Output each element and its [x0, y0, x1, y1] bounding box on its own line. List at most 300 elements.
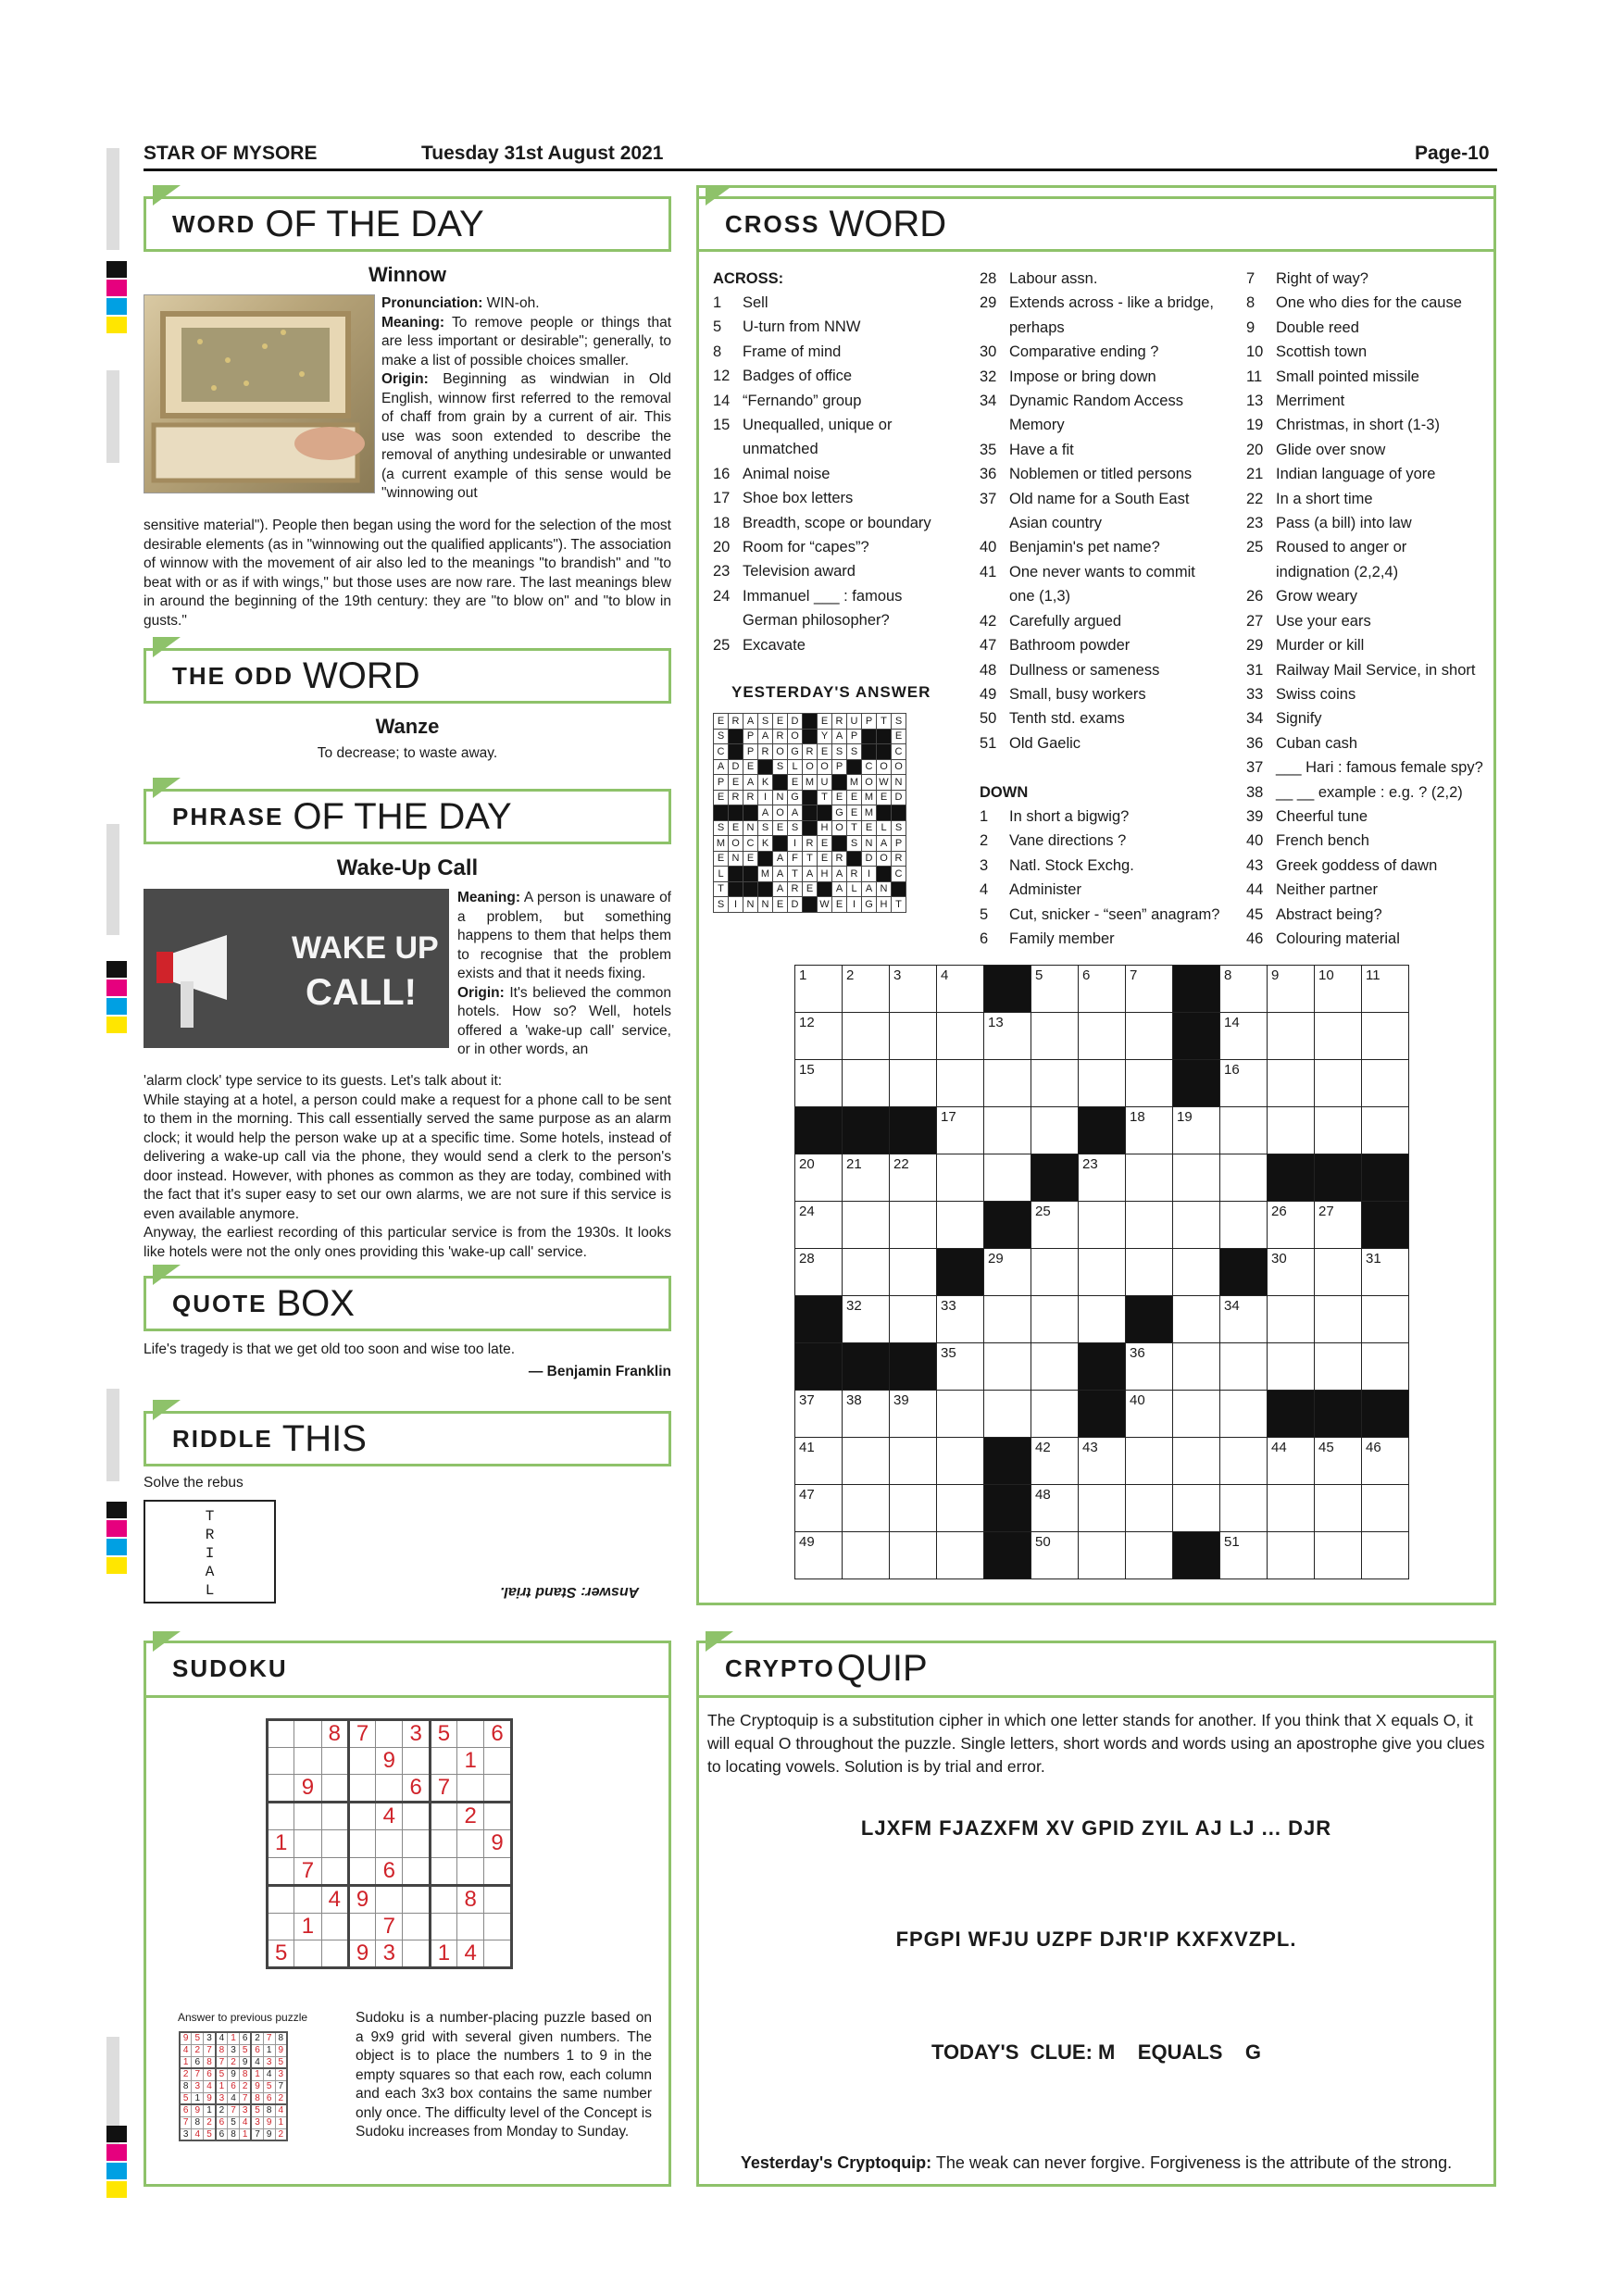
sudoku-cell[interactable]: 7 [348, 1720, 375, 1748]
crossword-cell[interactable] [984, 1013, 1031, 1060]
sudoku-cell[interactable] [321, 1830, 348, 1857]
yesterday-cell: R [847, 867, 862, 882]
clue-number: 20 [1246, 441, 1264, 458]
yesterday-cell [758, 851, 773, 867]
crossword-cell[interactable] [937, 1438, 984, 1485]
crossword-cell[interactable] [1126, 1107, 1173, 1154]
crossword-cell[interactable] [1079, 1485, 1126, 1532]
crossword-cell[interactable] [1126, 966, 1173, 1013]
cell-number: 6 [1082, 967, 1091, 983]
crossword-cell[interactable] [937, 966, 984, 1013]
sudoku-cell[interactable] [457, 1720, 484, 1748]
clue-item [1246, 511, 1496, 535]
clue-text: Asian country [1009, 515, 1102, 532]
crossword-cell[interactable] [937, 1154, 984, 1202]
crossword-cell[interactable] [1031, 966, 1079, 1013]
clue-item [713, 389, 972, 413]
crossword-cell[interactable] [1079, 1202, 1126, 1249]
crossword-cell[interactable] [1031, 1107, 1079, 1154]
crossword-cell[interactable] [1315, 1013, 1362, 1060]
crossword-cell[interactable] [1268, 1060, 1315, 1107]
crossword-cell[interactable] [1173, 1343, 1220, 1391]
crossword-cell[interactable] [795, 1438, 843, 1485]
sudoku-answer-cell: 7 [263, 2032, 275, 2044]
crossword-cell[interactable] [843, 1154, 890, 1202]
sudoku-answer-cell: 4 [239, 2116, 251, 2128]
clue-item [1246, 706, 1496, 730]
sudoku-grid[interactable] [266, 1718, 513, 1969]
cell-number: 2 [846, 967, 855, 983]
registration-mark [106, 261, 127, 278]
crossword-cell[interactable] [937, 1485, 984, 1532]
crossword-cell[interactable] [890, 1391, 937, 1438]
sudoku-cell[interactable] [430, 1857, 456, 1885]
clue-item [980, 316, 1239, 340]
cell-number: 4 [941, 967, 949, 983]
crossword-cell[interactable] [1268, 1296, 1315, 1343]
crossword-cell[interactable] [1173, 1107, 1220, 1154]
origin-text: Beginning as windwian in Old English, winnow first referred to the removal of chaff from grain by a current of air. This use was soon extended to describe the removal of anything undesirable or unwanted (a current example of this sense would be "winnowing out [381, 371, 671, 501]
crossword-cell[interactable] [1362, 1343, 1409, 1391]
sudoku-cell[interactable] [268, 1748, 294, 1775]
sudoku-cell[interactable] [484, 1913, 511, 1940]
clue-item [1246, 438, 1496, 462]
yesterday-cell: T [714, 881, 729, 897]
sudoku-cell[interactable] [294, 1720, 321, 1748]
crossword-cell[interactable] [843, 1391, 890, 1438]
crossword-cell[interactable] [1362, 1438, 1409, 1485]
crossword-cell[interactable] [984, 1391, 1031, 1438]
crossword-cell[interactable] [1220, 1107, 1268, 1154]
crossword-cell[interactable] [1268, 1107, 1315, 1154]
crossword-title-bar [696, 196, 1496, 252]
crossword-cell[interactable] [1126, 1060, 1173, 1107]
crossword-cell[interactable] [1268, 1013, 1315, 1060]
sudoku-cell[interactable] [294, 1830, 321, 1857]
yesterday-cell: R [773, 729, 788, 744]
yesterday-cell: P [743, 744, 758, 760]
crossword-cell[interactable] [1268, 1202, 1315, 1249]
crossword-cell[interactable] [1362, 1296, 1409, 1343]
sudoku-cell[interactable]: 9 [294, 1775, 321, 1803]
crossword-cell[interactable] [1126, 1202, 1173, 1249]
sudoku-cell[interactable] [321, 1748, 348, 1775]
clue-item [1246, 316, 1496, 340]
clue-item [980, 903, 1239, 927]
crossword-cell[interactable] [1126, 1391, 1173, 1438]
crossword-cell[interactable] [984, 1296, 1031, 1343]
crossword-block [1315, 1391, 1362, 1438]
clue-item [1246, 291, 1496, 315]
clue-item [980, 267, 1239, 291]
sudoku-cell[interactable] [376, 1720, 403, 1748]
crossword-cell[interactable] [890, 1154, 937, 1202]
crossword-cell[interactable] [1173, 1485, 1220, 1532]
clue-item [713, 364, 972, 388]
cell-number: 46 [1366, 1440, 1381, 1455]
sudoku-cell[interactable]: 4 [321, 1885, 348, 1913]
crossword-cell[interactable] [1362, 1060, 1409, 1107]
crossword-cell[interactable] [1220, 1438, 1268, 1485]
crossword-cell[interactable] [1362, 1532, 1409, 1579]
sudoku-cell[interactable] [294, 1885, 321, 1913]
sudoku-cell[interactable] [457, 1913, 484, 1940]
crossword-cell[interactable] [890, 1013, 937, 1060]
clue-number: 12 [713, 368, 731, 385]
crossword-cell[interactable] [1079, 1249, 1126, 1296]
sudoku-answer-cell: 8 [216, 2044, 228, 2056]
sudoku-cell[interactable]: 6 [376, 1857, 403, 1885]
clue-text: Grow weary [1276, 588, 1358, 605]
yesterday-cell: S [773, 759, 788, 775]
sudoku-cell[interactable] [268, 1775, 294, 1803]
yesterday-cell: O [877, 759, 892, 775]
crossword-cell[interactable] [984, 1060, 1031, 1107]
sudoku-cell[interactable]: 1 [457, 1748, 484, 1775]
crossword-cell[interactable] [1315, 1438, 1362, 1485]
sudoku-cell[interactable] [484, 1857, 511, 1885]
crossword-cell[interactable] [795, 1060, 843, 1107]
crossword-cell[interactable] [937, 1202, 984, 1249]
yesterday-cell: A [877, 836, 892, 852]
sudoku-answer-cell: 1 [263, 2044, 275, 2056]
registration-mark [106, 980, 127, 996]
yesterday-cell: C [892, 867, 906, 882]
sudoku-cell[interactable] [376, 1775, 403, 1803]
sudoku-cell[interactable] [403, 1885, 430, 1913]
sudoku-cell[interactable] [348, 1775, 375, 1803]
yesterday-cell: G [788, 744, 803, 760]
crossword-cell[interactable] [890, 1202, 937, 1249]
crossword-block [937, 1249, 984, 1296]
sudoku-cell[interactable] [294, 1940, 321, 1967]
crossword-cell[interactable] [984, 1343, 1031, 1391]
registration-mark [106, 280, 127, 296]
crossword-cell[interactable] [890, 1532, 937, 1579]
crossword-cell[interactable] [1315, 966, 1362, 1013]
wotd-definition [381, 294, 671, 504]
sudoku-cell[interactable] [484, 1748, 511, 1775]
crossword-cell[interactable] [843, 1013, 890, 1060]
sudoku-cell[interactable] [348, 1830, 375, 1857]
crossword-cell[interactable] [1031, 1391, 1079, 1438]
crossword-cell[interactable] [1031, 1438, 1079, 1485]
crossword-cell[interactable] [1079, 1296, 1126, 1343]
sudoku-cell[interactable] [430, 1913, 456, 1940]
crossword-cell[interactable] [1173, 1296, 1220, 1343]
sudoku-answer-cell: 8 [275, 2032, 287, 2044]
sudoku-cell[interactable]: 7 [294, 1857, 321, 1885]
crossword-cell[interactable] [795, 1202, 843, 1249]
crossword-cell[interactable] [1031, 1343, 1079, 1391]
sudoku-cell[interactable] [321, 1803, 348, 1830]
crossword-cell[interactable] [1126, 1154, 1173, 1202]
crossword-cell[interactable] [1220, 966, 1268, 1013]
sudoku-cell[interactable]: 9 [348, 1885, 375, 1913]
crossword-cell[interactable] [984, 1249, 1031, 1296]
sudoku-cell[interactable] [430, 1885, 456, 1913]
sudoku-cell[interactable] [484, 1803, 511, 1830]
sudoku-cell[interactable] [321, 1857, 348, 1885]
sudoku-cell[interactable]: 3 [376, 1940, 403, 1967]
crossword-cell[interactable] [1079, 1013, 1126, 1060]
crossword-cell[interactable] [1315, 1249, 1362, 1296]
crossword-cell[interactable] [795, 1485, 843, 1532]
crossword-cell[interactable] [1173, 1202, 1220, 1249]
sudoku-cell[interactable] [403, 1913, 430, 1940]
sudoku-cell[interactable] [403, 1830, 430, 1857]
clue-text: Comparative ending ? [1009, 343, 1159, 361]
crossword-cell[interactable] [1173, 1391, 1220, 1438]
clue-text: indignation (2,2,4) [1276, 563, 1399, 580]
sudoku-answer-cell: 9 [275, 2044, 287, 2056]
crossword-cell[interactable] [1362, 1107, 1409, 1154]
crossword-cell[interactable] [1079, 1438, 1126, 1485]
crossword-cell[interactable] [1126, 1485, 1173, 1532]
yesterday-cell: A [758, 729, 773, 744]
sudoku-cell[interactable] [430, 1830, 456, 1857]
crossword-cell[interactable] [1220, 1296, 1268, 1343]
crossword-cell[interactable] [937, 1013, 984, 1060]
crossword-cell[interactable] [795, 1249, 843, 1296]
crossword-cell[interactable] [1126, 1013, 1173, 1060]
crossword-cell[interactable] [1315, 1343, 1362, 1391]
sudoku-cell[interactable] [294, 1803, 321, 1830]
sudoku-cell[interactable]: 4 [376, 1803, 403, 1830]
cell-number: 37 [799, 1392, 815, 1408]
crossword-cell[interactable] [890, 966, 937, 1013]
yesterday-cell: O [818, 759, 832, 775]
crossword-cell[interactable] [843, 1249, 890, 1296]
crossword-cell[interactable] [843, 1532, 890, 1579]
crossword-cell[interactable] [1126, 1532, 1173, 1579]
sudoku-cell[interactable]: 9 [484, 1830, 511, 1857]
crossword-cell[interactable] [1031, 1202, 1079, 1249]
crossword-cell[interactable] [1031, 1532, 1079, 1579]
sudoku-cell[interactable] [268, 1913, 294, 1940]
sudoku-cell[interactable] [403, 1857, 430, 1885]
crossword-cell[interactable] [843, 966, 890, 1013]
sudoku-cell[interactable] [430, 1803, 456, 1830]
crossword-cell[interactable] [1362, 1013, 1409, 1060]
yesterday-cell [773, 836, 788, 852]
clue-number: 41 [980, 563, 997, 580]
crossword-cell[interactable] [1173, 1249, 1220, 1296]
clue-number: 49 [980, 685, 997, 703]
crossword-cell[interactable] [937, 1343, 984, 1391]
crossword-cell[interactable] [1268, 966, 1315, 1013]
sudoku-cell[interactable]: 8 [321, 1720, 348, 1748]
crossword-cell[interactable] [1315, 1296, 1362, 1343]
clue-text: Double reed [1276, 318, 1359, 336]
crossword-cell[interactable] [890, 1438, 937, 1485]
crossword-cell[interactable] [843, 1438, 890, 1485]
sudoku-cell[interactable] [348, 1857, 375, 1885]
crossword-cell[interactable] [890, 1296, 937, 1343]
crossword-cell[interactable] [1079, 1532, 1126, 1579]
clue-text: Vane directions ? [1009, 832, 1127, 850]
crossword-cell[interactable] [890, 1249, 937, 1296]
sudoku-cell[interactable] [268, 1885, 294, 1913]
crossword-cell[interactable] [1220, 1485, 1268, 1532]
sudoku-answer-cell: 5 [275, 2056, 287, 2068]
crossword-cell[interactable] [937, 1532, 984, 1579]
cell-number: 42 [1035, 1440, 1051, 1455]
sudoku-answer-cell: 5 [192, 2032, 204, 2044]
crossword-cell[interactable] [1031, 1060, 1079, 1107]
crossword-cell[interactable] [1079, 1154, 1126, 1202]
sudoku-cell[interactable]: 1 [294, 1913, 321, 1940]
crossword-cell[interactable] [1031, 1296, 1079, 1343]
sudoku-cell[interactable] [268, 1803, 294, 1830]
crossword-cell[interactable] [1362, 1249, 1409, 1296]
sudoku-cell[interactable]: 3 [403, 1720, 430, 1748]
sudoku-cell[interactable] [268, 1857, 294, 1885]
yesterday-cell: O [773, 805, 788, 821]
crossword-cell[interactable] [1173, 1154, 1220, 1202]
crossword-cell[interactable] [1031, 1249, 1079, 1296]
crossword-cell[interactable] [795, 1532, 843, 1579]
clue-item [1246, 682, 1496, 706]
sudoku-cell[interactable] [376, 1830, 403, 1857]
crossword-cell[interactable] [937, 1391, 984, 1438]
yesterday-cell: U [847, 714, 862, 730]
crossword-cell[interactable] [843, 1202, 890, 1249]
sudoku-cell[interactable] [294, 1748, 321, 1775]
sudoku-cell[interactable] [321, 1940, 348, 1967]
crossword-cell[interactable] [1315, 1532, 1362, 1579]
crossword-cell[interactable] [1220, 1060, 1268, 1107]
crossword-cell[interactable] [1220, 1013, 1268, 1060]
clue-number: 21 [1246, 466, 1264, 483]
sudoku-cell[interactable]: 4 [457, 1940, 484, 1967]
clue-text: Television award [743, 563, 856, 580]
sudoku-cell[interactable]: 8 [457, 1885, 484, 1913]
cryptoquip-yesterday-text: The weak can never forgive. Forgiveness is the attribute of the strong. [931, 2153, 1453, 2172]
yesterday-cell [803, 729, 818, 744]
crossword-cell[interactable] [1126, 1343, 1173, 1391]
crossword-cell[interactable] [1268, 1249, 1315, 1296]
crossword-cell[interactable] [937, 1060, 984, 1107]
crossword-cell[interactable] [937, 1296, 984, 1343]
sudoku-cell[interactable]: 2 [457, 1803, 484, 1830]
sudoku-cell[interactable]: 7 [376, 1913, 403, 1940]
crossword-cell[interactable] [1362, 1485, 1409, 1532]
crossword-cell[interactable] [1220, 1154, 1268, 1202]
crossword-cell[interactable] [1173, 1438, 1220, 1485]
crossword-cell[interactable] [795, 1391, 843, 1438]
crossword-cell[interactable] [1031, 1485, 1079, 1532]
sudoku-cell[interactable] [403, 1748, 430, 1775]
sudoku-cell[interactable] [484, 1940, 511, 1967]
yesterday-cell: E [803, 881, 818, 897]
yesterday-cell: R [892, 851, 906, 867]
cryptoquip-title-big: QUIP [836, 1648, 928, 1689]
sudoku-cell[interactable] [403, 1803, 430, 1830]
crossword-grid[interactable] [794, 965, 1409, 1579]
sudoku-cell[interactable]: 5 [430, 1720, 456, 1748]
crossword-cell[interactable] [1031, 1013, 1079, 1060]
sudoku-cell[interactable]: 9 [348, 1940, 375, 1967]
sudoku-cell[interactable] [268, 1720, 294, 1748]
crossword-cell[interactable] [1315, 1107, 1362, 1154]
crossword-cell[interactable] [890, 1060, 937, 1107]
crossword-cell[interactable] [1315, 1485, 1362, 1532]
crossword-cell[interactable] [795, 966, 843, 1013]
crossword-cell[interactable] [1126, 1249, 1173, 1296]
crossword-cell[interactable] [890, 1485, 937, 1532]
crossword-cell[interactable] [937, 1107, 984, 1154]
clue-text: Dynamic Random Access [1009, 393, 1183, 410]
sudoku-cell[interactable] [484, 1775, 511, 1803]
quote-title-small: QUOTE [172, 1289, 268, 1317]
sudoku-cell[interactable] [457, 1830, 484, 1857]
crossword-cell[interactable] [1362, 966, 1409, 1013]
crossword-cell[interactable] [984, 1154, 1031, 1202]
sudoku-cell[interactable] [484, 1885, 511, 1913]
sudoku-cell[interactable]: 7 [430, 1775, 456, 1803]
crossword-cell[interactable] [1220, 1391, 1268, 1438]
crossword-cell[interactable] [1268, 1438, 1315, 1485]
yesterday-cell: A [832, 729, 847, 744]
crossword-cell[interactable] [1079, 966, 1126, 1013]
crossword-cell[interactable] [1220, 1532, 1268, 1579]
crossword-cell[interactable] [843, 1060, 890, 1107]
sudoku-cell[interactable] [457, 1775, 484, 1803]
sudoku-cell[interactable] [348, 1913, 375, 1940]
sudoku-cell[interactable] [457, 1857, 484, 1885]
crossword-cell[interactable] [1315, 1202, 1362, 1249]
sudoku-cell[interactable]: 1 [268, 1830, 294, 1857]
sudoku-cell[interactable] [321, 1775, 348, 1803]
crossword-cell[interactable] [1268, 1343, 1315, 1391]
sudoku-cell[interactable] [376, 1885, 403, 1913]
sudoku-cell[interactable] [403, 1940, 430, 1967]
sudoku-cell[interactable]: 6 [403, 1775, 430, 1803]
sudoku-answer-cell: 5 [263, 2080, 275, 2092]
crossword-cell[interactable] [1079, 1060, 1126, 1107]
yesterday-cell [758, 759, 773, 775]
crossword-cell[interactable] [795, 1013, 843, 1060]
paper-name: STAR OF MYSORE [144, 143, 318, 164]
sudoku-cell[interactable]: 9 [376, 1748, 403, 1775]
sudoku-cell[interactable] [430, 1748, 456, 1775]
sudoku-cell[interactable]: 6 [484, 1720, 511, 1748]
crossword-cell[interactable] [843, 1296, 890, 1343]
crossword-cell[interactable] [1315, 1060, 1362, 1107]
clue-item [980, 854, 1239, 878]
crossword-cell[interactable] [1126, 1438, 1173, 1485]
sudoku-cell[interactable]: 1 [430, 1940, 456, 1967]
sudoku-cell[interactable]: 5 [268, 1940, 294, 1967]
sudoku-answer-cell: 7 [180, 2116, 192, 2128]
crossword-cell[interactable] [1220, 1202, 1268, 1249]
crossword-cell[interactable] [843, 1485, 890, 1532]
crossword-cell[interactable] [984, 1107, 1031, 1154]
yesterday-cell: O [877, 851, 892, 867]
crossword-cell[interactable] [1268, 1532, 1315, 1579]
clue-item [1246, 633, 1496, 657]
crossword-cell[interactable] [795, 1154, 843, 1202]
registration-mark [106, 1539, 127, 1555]
phrase-origin-text: It's believed the common hotels. How so? Well, hotels offered a 'wake-up call' service, or in other words, an [457, 984, 671, 1057]
crossword-cell[interactable] [1220, 1343, 1268, 1391]
cell-number: 32 [846, 1298, 862, 1314]
crossword-cell[interactable] [1268, 1485, 1315, 1532]
sudoku-cell[interactable] [348, 1803, 375, 1830]
sudoku-cell[interactable] [348, 1748, 375, 1775]
sudoku-cell[interactable] [321, 1913, 348, 1940]
